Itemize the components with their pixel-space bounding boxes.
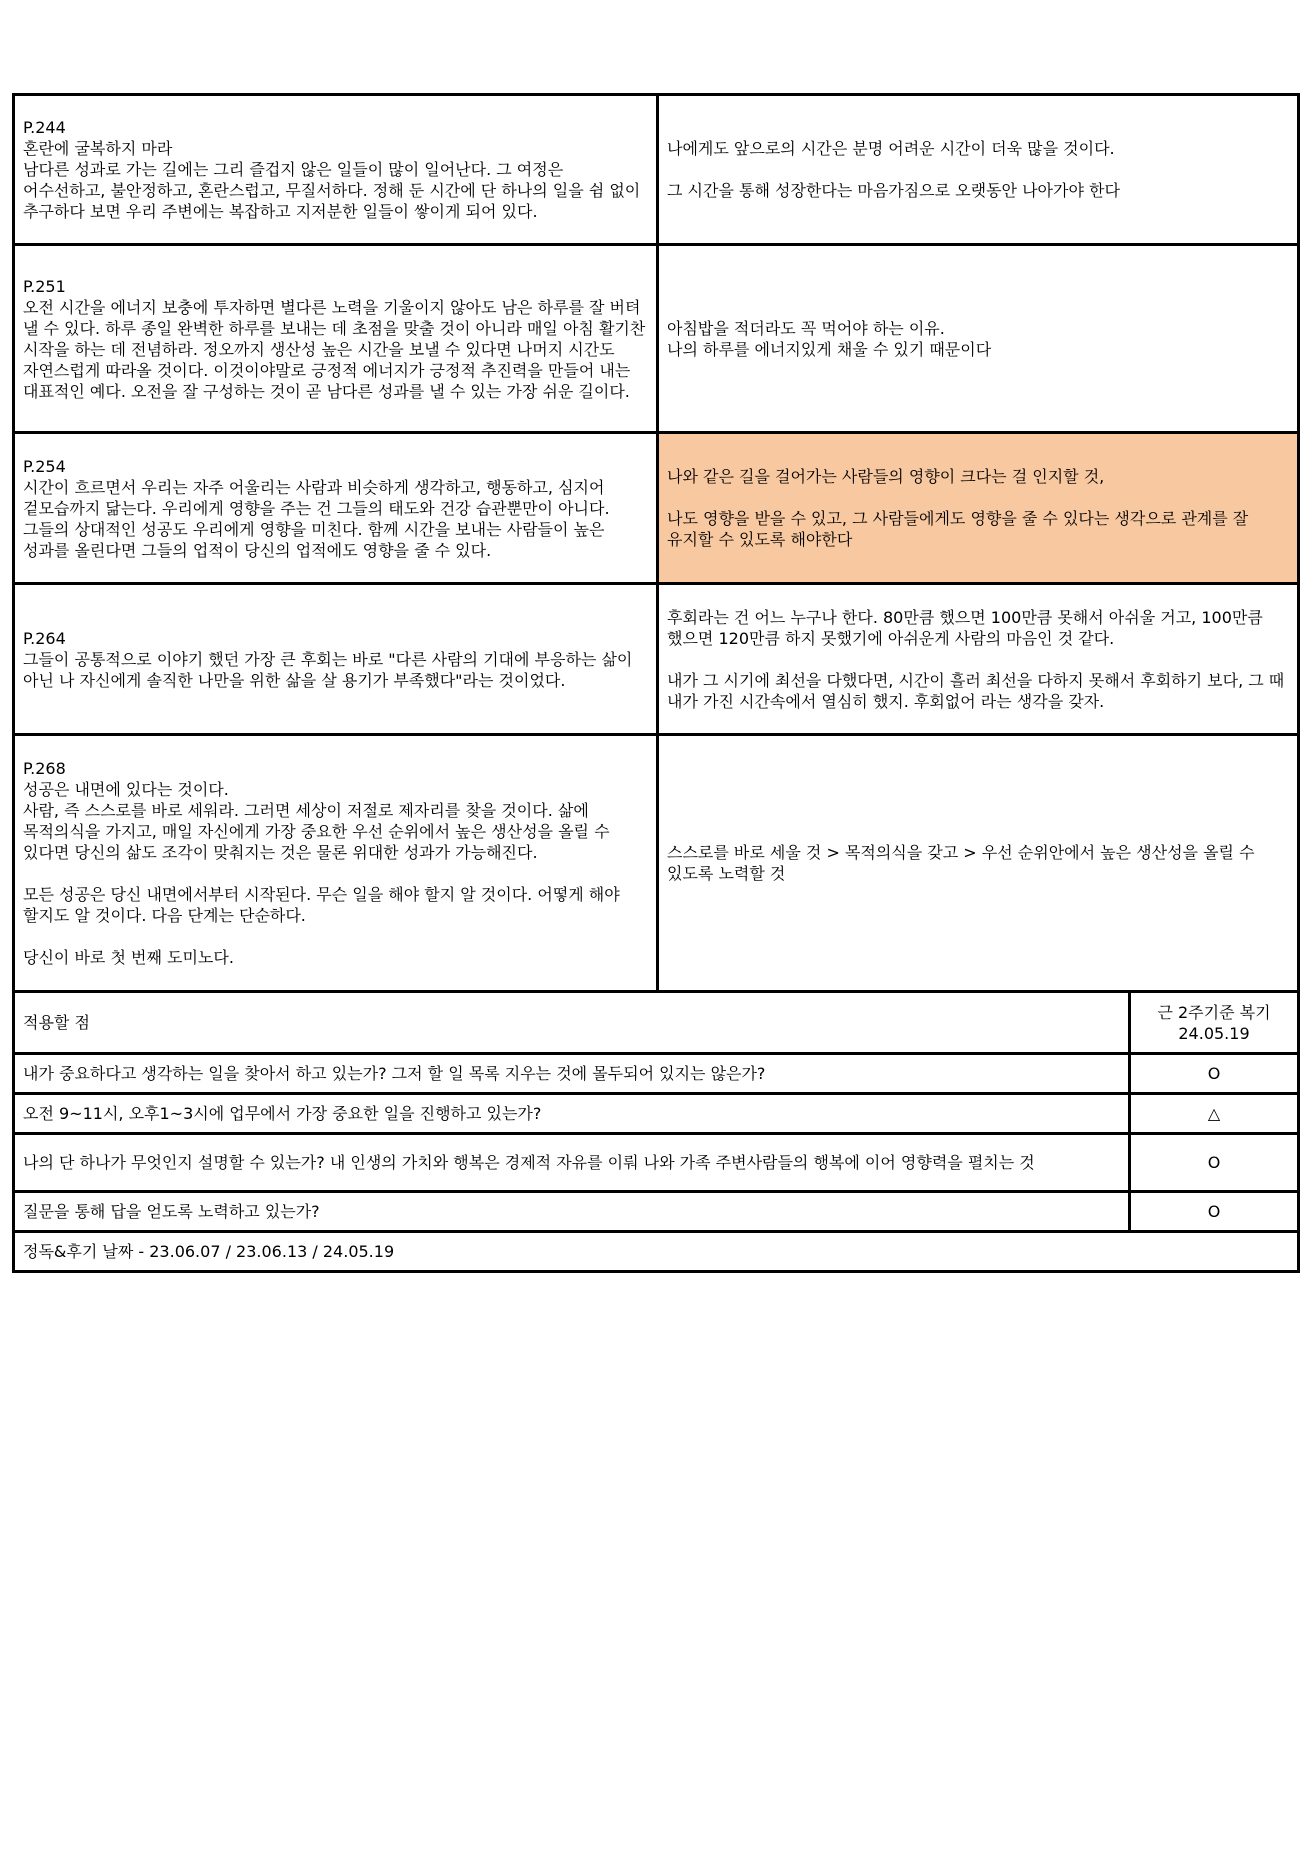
apply-mark: △ xyxy=(1207,1104,1221,1123)
apply-header-review: 근 2주기준 복기 24.05.19 xyxy=(1157,1002,1271,1043)
footer-row xyxy=(15,1233,1297,1270)
apply-row xyxy=(15,1135,1297,1193)
reflection-cell: 스스로를 바로 세울 것 > 목적의식을 갖고 > 우선 순위안에서 높은 생산성을 올릴 수 있도록 노력할 것 xyxy=(667,843,1260,883)
reflection-cell: 아침밥을 적더라도 꼭 먹어야 하는 이유. 나의 하루를 에너지있게 채울 수 있기 때문이다 xyxy=(667,318,992,359)
apply-header-row xyxy=(15,993,1297,1055)
apply-mark: O xyxy=(1207,1202,1221,1221)
apply-header-label: 적용할 점 xyxy=(15,993,1131,1052)
quote-cell: P.264 그들이 공통적으로 이야기 했던 가장 큰 후회는 바로 "다른 사람의 기대에 부응하는 삶이 아닌 나 자신에게 솔직한 나만을 위한 삶을 살 용기가 부족했다"라는 것이었다. xyxy=(15,585,659,733)
quote-cell: P.254 시간이 흐르면서 우리는 자주 어울리는 사람과 비슷하게 생각하고, 행동하고, 심지어 겉모습까지 닮는다. 우리에게 영향을 주는 건 그들의 태도와 건강 습관뿐만이 아니다. 그들의 상대적인 성공도 우리에게 영향을 미친다. 함께 시간을 보내는 사람들이 높은 성과를 올린다면 그들의 업적이 당신의 업적에도 영향을 줄 수 있다. xyxy=(15,434,659,582)
apply-question: 질문을 통해 답을 얻도록 노력하고 있는가? xyxy=(15,1193,1131,1230)
quote-cell: P.244 혼란에 굴복하지 마라 남다른 성과로 가는 길에는 그리 즐겁지 않은 일들이 많이 일어난다. 그 여정은 어수선하고, 불안정하고, 혼란스럽고, 무질서하다. 정해 둔 시간에 단 하나의 일을 쉼 없이 추구하다 보면 우리 주변에는 복잡하고 지저분한 일들이 쌓이게 되어 있다. xyxy=(15,96,659,243)
apply-mark: O xyxy=(1207,1064,1221,1083)
reflection-cell-highlighted: 나와 같은 길을 걸어가는 사람들의 영향이 크다는 걸 인지할 것, 나도 영향을 받을 수 있고, 그 사람들에게도 영향을 줄 수 있다는 생각으로 관계를 잘 유지할 수 있도록 해야한다 xyxy=(659,434,1297,582)
note-row xyxy=(15,736,1297,993)
apply-row xyxy=(15,1095,1297,1135)
note-row xyxy=(15,434,1297,585)
note-row xyxy=(15,246,1297,434)
apply-question: 내가 중요하다고 생각하는 일을 찾아서 하고 있는가? 그저 할 일 목록 지우는 것에 몰두되어 있지는 않은가? xyxy=(15,1055,1131,1092)
reflection-cell: 나에게도 앞으로의 시간은 분명 어려운 시간이 더욱 많을 것이다. 그 시간을 통해 성장한다는 마음가짐으로 오랫동안 나아가야 한다 xyxy=(667,139,1120,200)
quote-cell: P.268 성공은 내면에 있다는 것이다. 사람, 즉 스스로를 바로 세워라. 그러면 세상이 저절로 제자리를 찾을 것이다. 삶에 목적의식을 가지고, 매일 자신에게 가장 중요한 우선 순위에서 높은 생산성을 올릴 수 있다면 당신의 삶도 조각이 맞춰지는 것은 물론 위대한 성과가 가능해진다. 모든 성공은 당신 내면에서부터 시작된다. 무슨 일을 해야 할지 알 것이다. 어떻게 해야 할지도 알 것이다. 다음 단계는 단순하다. 당신이 바로 첫 번째 도미노다. xyxy=(15,736,659,990)
note-row xyxy=(15,96,1297,246)
reading-notes-table xyxy=(12,93,1300,1273)
quote-cell: P.251 오전 시간을 에너지 보충에 투자하면 별다른 노력을 기울이지 않아도 남은 하루를 잘 버텨 낼 수 있다. 하루 종일 완벽한 하루를 보내는 데 초점을 맞출 것이 아니라 매일 아침 활기찬 시작을 하는 데 전념하라. 정오까지 생산성 높은 시간을 보낼 수 있다면 나머지 시간도 자연스럽게 따라올 것이다. 이것이야말로 긍정적 에너지가 긍정적 추진력을 만들어 내는 대표적인 예다. 오전을 잘 구성하는 것이 곧 남다른 성과를 낼 수 있는 가장 쉬운 길이다. xyxy=(15,246,659,431)
apply-mark: O xyxy=(1207,1153,1221,1172)
apply-question: 나의 단 하나가 무엇인지 설명할 수 있는가? 내 인생의 가치와 행복은 경제적 자유를 이뤄 나와 가족 주변사람들의 행복에 이어 영향력을 펼치는 것 xyxy=(15,1135,1131,1190)
apply-row xyxy=(15,1055,1297,1095)
apply-question: 오전 9~11시, 오후1~3시에 업무에서 가장 중요한 일을 진행하고 있는가? xyxy=(15,1095,1131,1132)
reflection-cell: 후회라는 건 어느 누구나 한다. 80만큼 했으면 100만큼 못해서 아쉬울 거고, 100만큼 했으면 120만큼 하지 못했기에 아쉬운게 사람의 마음인 것 같다. 내가 그 시기에 최선을 다했다면, 시간이 흘러 최선을 다하지 못해서 후회하기 보다, 그 때 내가 가진 시간속에서 열심히 했지. 후회없어 라는 생각을 갖자. xyxy=(667,607,1285,711)
reading-dates: 정독&후기 날짜 - 23.06.07 / 23.06.13 / 24.05.19 xyxy=(23,1242,395,1261)
note-row xyxy=(15,585,1297,736)
apply-row xyxy=(15,1193,1297,1233)
